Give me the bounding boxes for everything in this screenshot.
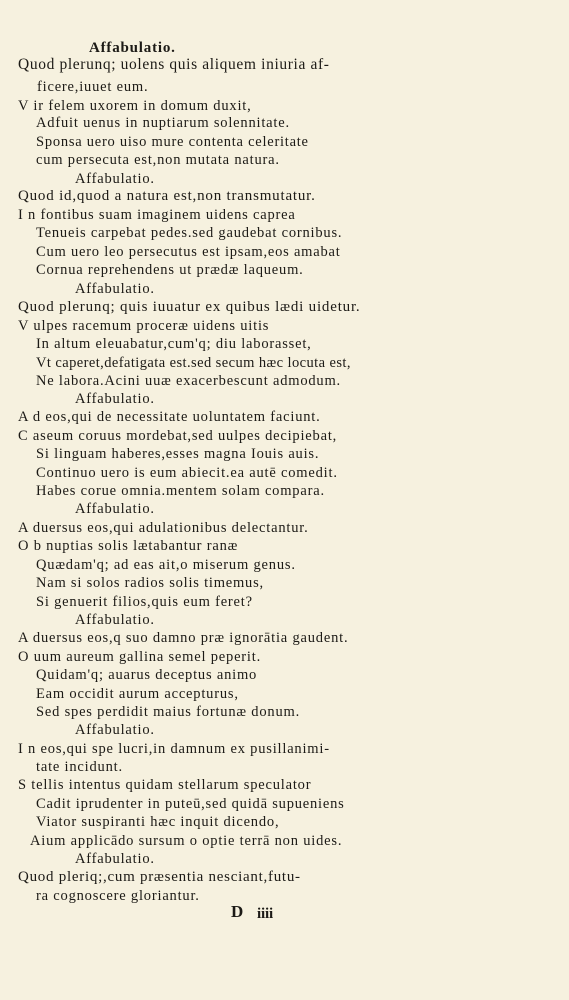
text-line: Si linguam haberes,esses magna Iouis auis. (36, 446, 320, 462)
text-line: I n fontibus suam imaginem uidens caprea (18, 207, 296, 223)
text-line: A duersus eos,qui adulationibus delectantur. (18, 520, 309, 536)
text-line: Ne labora.Acini uuæ exacerbescunt admodum. (36, 373, 341, 389)
text-line: Viator suspiranti hæc inquit dicendo, (36, 814, 280, 830)
text-line: I n eos,qui spe lucri,in damnum ex pusillanimi- (18, 741, 330, 757)
folio-number: iiii (257, 906, 274, 922)
text-line: Affabulatio. (75, 501, 155, 517)
text-line: Cadit iprudenter in puteū,sed quidā supueniens (36, 796, 345, 812)
text-line: O b nuptias solis lætabantur ranæ (18, 538, 239, 554)
text-line: Sed spes perdidit maius fortunæ donum. (36, 704, 300, 720)
text-line: Adfuit uenus in nuptiarum solennitate. (36, 115, 290, 131)
text-line: O uum aureum gallina semel peperit. (18, 649, 262, 665)
text-line: Continuo uero is eum abiecit.ea autē comedit. (36, 465, 338, 481)
text-line: ficere,iuuet eum. (37, 79, 149, 95)
text-line: Affabulatio. (75, 391, 155, 407)
text-line: Affabulatio. (75, 281, 155, 297)
text-line: Habes corue omnia.mentem solam compara. (36, 483, 325, 499)
text-line: Cornua reprehendens ut prædæ laqueum. (36, 262, 304, 278)
text-line: A d eos,qui de necessitate uoluntatem faciunt. (18, 409, 321, 425)
text-line: Tenueis carpebat pedes.sed gaudebat cornibus. (36, 225, 343, 241)
text-line: Quidam'q; auarus deceptus animo (36, 667, 258, 683)
text-line: Quod plerunq; quis iuuatur ex quibus lædi uidetur. (18, 299, 361, 315)
text-line: V ir felem uxorem in domum duxit, (18, 98, 252, 114)
text-line: In altum eleuabatur,cum'q; diu laborasset, (36, 336, 312, 352)
text-line: ra cognoscere gloriantur. (36, 888, 200, 904)
text-line: S tellis intentus quidam stellarum speculator (18, 777, 312, 793)
text-line: A duersus eos,q suo damno præ ignorātia gaudent. (18, 630, 349, 646)
text-line: Vt caperet,defatigata est.sed secum hæc locuta est, (36, 355, 351, 371)
text-line: Aium applicādo sursum o optie terrā non uides. (30, 833, 343, 849)
text-line: Nam si solos radios solis timemus, (36, 575, 264, 591)
signature-mark: D (231, 902, 244, 921)
text-line: Affabulatio. (75, 722, 155, 738)
text-line: Affabulatio. (75, 851, 155, 867)
text-line: Eam occidit aurum accepturus, (36, 686, 239, 702)
text-line: cum persecuta est,non mutata natura. (36, 152, 280, 168)
text-line: Quod plerunq; uolens quis aliquem iniuria af- (18, 56, 330, 73)
text-line: C aseum coruus mordebat,sed uulpes decipiebat, (18, 428, 338, 444)
text-line: Affabulatio. (75, 612, 155, 628)
text-line: Si genuerit filios,quis eum feret? (36, 594, 253, 610)
text-line: Sponsa uero uiso mure contenta celeritate (36, 134, 309, 150)
text-line: Affabulatio. (89, 40, 176, 56)
text-line: Quod id,quod a natura est,non transmutatur. (18, 188, 316, 204)
text-line: Quod pleriq;,cum præsentia nesciant,futu- (18, 869, 301, 885)
text-line: tate incidunt. (36, 759, 123, 775)
text-line: V ulpes racemum proceræ uidens uitis (18, 318, 270, 334)
text-line: Quædam'q; ad eas ait,o miserum genus. (36, 557, 296, 573)
text-line: Affabulatio. (75, 171, 155, 187)
text-line: Cum uero leo persecutus est ipsam,eos amabat (36, 244, 341, 260)
